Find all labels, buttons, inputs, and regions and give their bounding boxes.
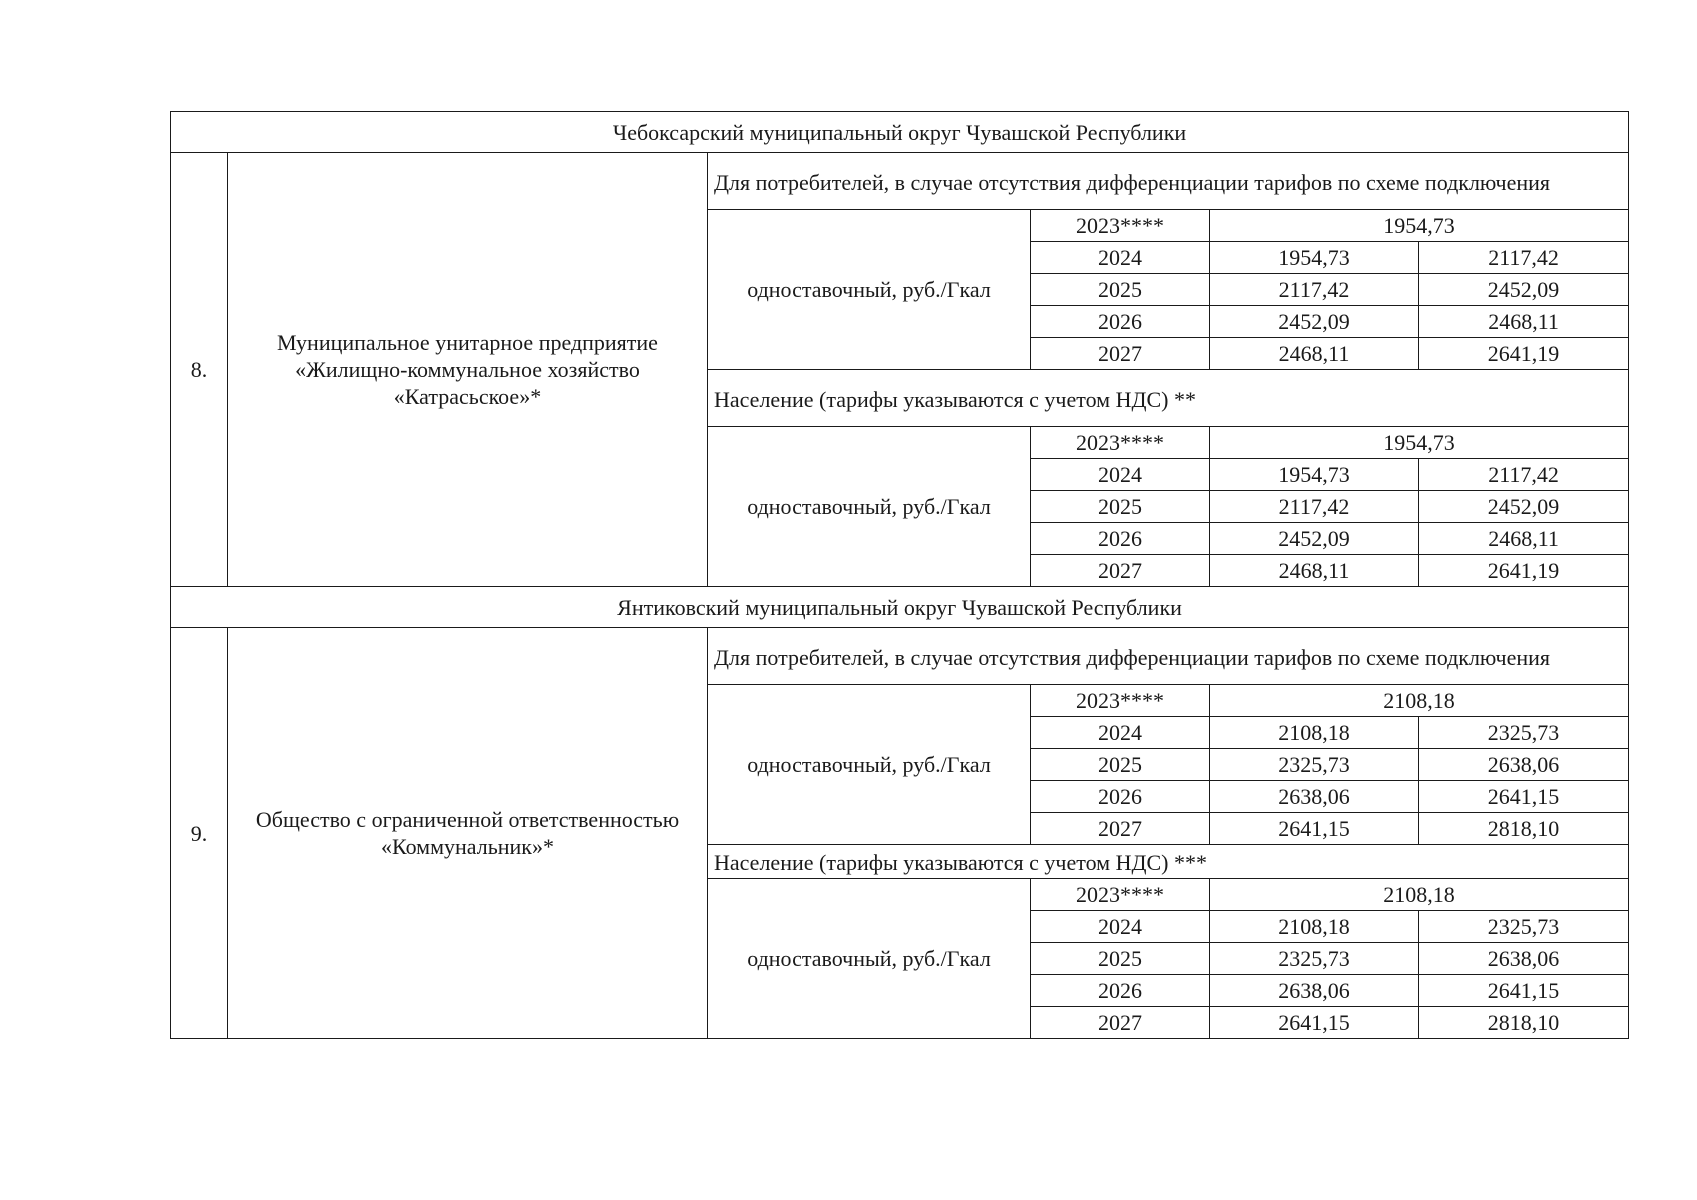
year-cell: 2025 bbox=[1031, 749, 1210, 781]
tariff-value-first-half: 2468,11 bbox=[1210, 555, 1419, 587]
tariff-value: 2108,18 bbox=[1210, 879, 1629, 911]
year-cell: 2026 bbox=[1031, 306, 1210, 338]
tariff-value-second-half: 2641,19 bbox=[1419, 555, 1629, 587]
group-heading-row bbox=[171, 153, 1629, 210]
year-cell: 2024 bbox=[1031, 717, 1210, 749]
tariff-value-first-half: 2638,06 bbox=[1210, 975, 1419, 1007]
year-cell: 2025 bbox=[1031, 491, 1210, 523]
year-cell: 2027 bbox=[1031, 813, 1210, 845]
tariff-value-second-half: 2641,15 bbox=[1419, 975, 1629, 1007]
organization-name: Общество с ограниченной ответственностью «Коммунальник»* bbox=[228, 628, 708, 1039]
tariff-value: 2108,18 bbox=[1210, 685, 1629, 717]
tariff-value-second-half: 2638,06 bbox=[1419, 943, 1629, 975]
year-cell: 2023**** bbox=[1031, 879, 1210, 911]
tariff-value-first-half: 1954,73 bbox=[1210, 242, 1419, 274]
year-cell: 2027 bbox=[1031, 1007, 1210, 1039]
group-heading: Для потребителей, в случае отсутствия дифференциации тарифов по схеме подключения bbox=[708, 153, 1629, 210]
tariff-value-first-half: 2117,42 bbox=[1210, 491, 1419, 523]
tariff-value-second-half: 2641,19 bbox=[1419, 338, 1629, 370]
tariff-value-first-half: 2325,73 bbox=[1210, 943, 1419, 975]
tariff-value-second-half: 2468,11 bbox=[1419, 306, 1629, 338]
tariff-value: 1954,73 bbox=[1210, 210, 1629, 242]
tariff-value-first-half: 2108,18 bbox=[1210, 911, 1419, 943]
year-cell: 2025 bbox=[1031, 943, 1210, 975]
tariff-value-first-half: 2641,15 bbox=[1210, 813, 1419, 845]
year-cell: 2023**** bbox=[1031, 685, 1210, 717]
region-row bbox=[171, 112, 1629, 153]
tariff-value-second-half: 2468,11 bbox=[1419, 523, 1629, 555]
group-heading: Население (тарифы указываются с учетом НДС) *** bbox=[708, 845, 1629, 879]
year-cell: 2024 bbox=[1031, 911, 1210, 943]
tariff-value: 1954,73 bbox=[1210, 427, 1629, 459]
tariff-value-second-half: 2818,10 bbox=[1419, 813, 1629, 845]
tariff-unit: одноставочный, руб./Гкал bbox=[708, 685, 1031, 845]
year-cell: 2026 bbox=[1031, 523, 1210, 555]
tariff-value-second-half: 2325,73 bbox=[1419, 717, 1629, 749]
region-row bbox=[171, 587, 1629, 628]
tariff-value-first-half: 2117,42 bbox=[1210, 274, 1419, 306]
tariff-value-second-half: 2452,09 bbox=[1419, 491, 1629, 523]
year-cell: 2027 bbox=[1031, 555, 1210, 587]
tariff-value-second-half: 2117,42 bbox=[1419, 459, 1629, 491]
tariff-value-first-half: 2452,09 bbox=[1210, 306, 1419, 338]
tariff-unit: одноставочный, руб./Гкал bbox=[708, 210, 1031, 370]
tariff-value-first-half: 2325,73 bbox=[1210, 749, 1419, 781]
year-cell: 2024 bbox=[1031, 242, 1210, 274]
tariff-value-first-half: 2638,06 bbox=[1210, 781, 1419, 813]
year-cell: 2026 bbox=[1031, 975, 1210, 1007]
group-heading: Для потребителей, в случае отсутствия дифференциации тарифов по схеме подключения bbox=[708, 628, 1629, 685]
year-cell: 2023**** bbox=[1031, 427, 1210, 459]
organization-name: Муниципальное унитарное предприятие «Жилищно-коммунальное хозяйство «Катрасьское»* bbox=[228, 153, 708, 587]
tariff-value-first-half: 2452,09 bbox=[1210, 523, 1419, 555]
row-number: 9. bbox=[171, 628, 228, 1039]
tariff-unit: одноставочный, руб./Гкал bbox=[708, 427, 1031, 587]
region-title: Чебоксарский муниципальный округ Чувашской Республики bbox=[171, 112, 1629, 153]
region-title: Янтиковский муниципальный округ Чувашской Республики bbox=[171, 587, 1629, 628]
tariff-value-first-half: 2108,18 bbox=[1210, 717, 1419, 749]
tariff-value-second-half: 2638,06 bbox=[1419, 749, 1629, 781]
tariff-value-second-half: 2452,09 bbox=[1419, 274, 1629, 306]
tariff-value-first-half: 1954,73 bbox=[1210, 459, 1419, 491]
tariff-value-first-half: 2468,11 bbox=[1210, 338, 1419, 370]
tariff-value-second-half: 2325,73 bbox=[1419, 911, 1629, 943]
tariff-value-second-half: 2641,15 bbox=[1419, 781, 1629, 813]
group-heading-row bbox=[171, 628, 1629, 685]
tariff-unit: одноставочный, руб./Гкал bbox=[708, 879, 1031, 1039]
year-cell: 2026 bbox=[1031, 781, 1210, 813]
row-number: 8. bbox=[171, 153, 228, 587]
year-cell: 2024 bbox=[1031, 459, 1210, 491]
year-cell: 2023**** bbox=[1031, 210, 1210, 242]
group-heading: Население (тарифы указываются с учетом НДС) ** bbox=[708, 370, 1629, 427]
tariff-value-second-half: 2818,10 bbox=[1419, 1007, 1629, 1039]
year-cell: 2027 bbox=[1031, 338, 1210, 370]
tariff-table bbox=[170, 111, 1629, 1039]
tariff-value-second-half: 2117,42 bbox=[1419, 242, 1629, 274]
year-cell: 2025 bbox=[1031, 274, 1210, 306]
tariff-value-first-half: 2641,15 bbox=[1210, 1007, 1419, 1039]
